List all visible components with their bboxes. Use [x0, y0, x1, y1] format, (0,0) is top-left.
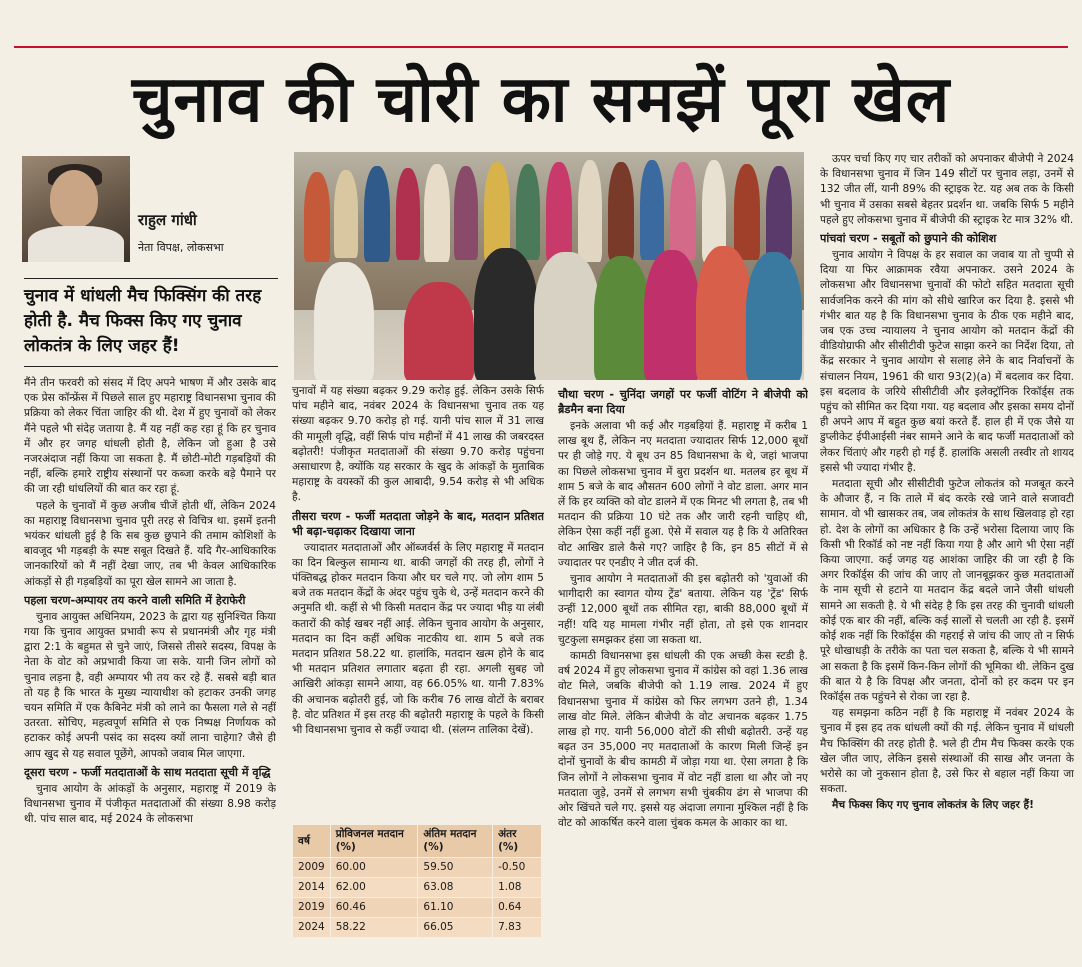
col1-subhead: दूसरा चरण - फर्जी मतदाताओं के साथ मतदाता सूची में वृद्धि	[24, 765, 271, 779]
table-cell: 62.00	[330, 878, 418, 898]
table-row	[293, 898, 542, 918]
headline: चुनाव की चोरी का समझें पूरा खेल	[131, 63, 951, 137]
col3-para: चुनाव आयोग ने मतदाताओं की इस बढ़ोतरी को 'युवाओं की भागीदारी का स्वागत योग्य ट्रेंड' बताया. लेकिन यह 'ट्रेंड' सिर्फ उन्हीं 12,000 बूथों तक सीमित रहा, बाकी 88,000 बूथों में नहीं! यदि यह मामला गंभीर नहीं होता, तो इसे एक शानदार चुटकुला समझकर हंसा जा सकता था.	[558, 573, 808, 646]
table-cell: 61.10	[418, 898, 493, 918]
table-cell: 58.22	[330, 918, 418, 938]
table-header: अंतर (%)	[493, 825, 542, 858]
author-name: राहुल गांधी	[138, 211, 197, 229]
author-photo	[22, 156, 130, 262]
table-cell: 60.46	[330, 898, 418, 918]
table-row	[293, 878, 542, 898]
table-row	[293, 918, 542, 938]
col3-para: इनके अलावा भी कई और गड़बड़ियां हैं. महाराष्ट्र में करीब 1 लाख बूथ हैं, लेकिन नए मतदाता ज्यादातर सिर्फ 12,000 बूथों पर ही जोड़े गए. ये बूथ उन 85 विधानसभा के थे, जहां भाजपा का पिछले लोकसभा चुनाव में बुरा प्रदर्शन था. मतलब हर बूथ में शाम 5 बजे के बाद औसतन 600 लोगों ने वोट डाला. अगर मान लें कि हर व्यक्ति को वोट डालने में एक मिनट भी लगता है, तब भी मतदान की प्रक्रिया 10 घंटे तक और जारी रहनी चाहिए थी, लेकिन ऐसा कहीं नहीं हुआ. ऐसे में सवाल यह है कि ये अतिरिक्त वोट आखिर डाले कैसे गए? जाहिर है कि, इन 85 सीटों में से ज्यादातर पर एनडीए ने जीत दर्ज की.	[558, 420, 808, 569]
table-cell: 7.83	[493, 918, 542, 938]
pullquote-rule-bottom	[24, 366, 278, 367]
table-header: वर्ष	[293, 825, 331, 858]
col4-para: ऊपर चर्चा किए गए चार तरीकों को अपनाकर बीजेपी ने 2024 के विधानसभा चुनाव में जिन 149 सीटों पर चुनाव लड़ा, उनमें से 132 जीत लीं, यानी 89% की स्ट्राइक रेट. यह अब तक के किसी भी चुनाव में उसका सबसे बेहतर प्रदर्शन था. जबकि सिर्फ 5 महीने पहले हुए लोकसभा चुनाव में बीजेपी की स्ट्राइक रेट मात्र 32% थी.	[820, 153, 1074, 226]
top-rule	[14, 46, 1068, 48]
column-3	[558, 384, 808, 964]
col2-para: चुनावों में यह संख्या बढ़कर 9.29 करोड़ हुई. लेकिन उसके सिर्फ पांच महीने बाद, नवंबर 2024 के विधानसभा चुनाव तक यह संख्या बढ़कर 9.70 करोड़ हो गई. यानी पांच साल में 31 लाख की मामूली वृद्धि, वहीं सिर्फ पांच महीनों में 41 लाख की जबरदस्त बढ़ोतरी! पंजीकृत मतदाताओं की संख्या 9.70 करोड़ पहुंचना असाधारण है, क्योंकि यह सरकार के खुद के आंकड़ों के मुताबिक महाराष्ट्र के वयस्कों की कुल आबादी, 9.54 करोड़ से भी अधिक है.	[292, 385, 544, 504]
pullquote: चुनाव में धांधली मैच फिक्सिंग की तरह होती है. मैच फिक्स किए गए चुनाव लोकतंत्र के लिए जहर हैं!	[24, 286, 262, 356]
col3-subhead: चौथा चरण - चुनिंदा जगहों पर फर्जी वोटिंग ने बीजेपी को ब्रैडमैन बना दिया	[558, 388, 808, 416]
pullquote-rule-top	[24, 278, 278, 279]
col4-para: यह समझना कठिन नहीं है कि महाराष्ट्र में नवंबर 2024 के चुनाव में इस हद तक धांधली क्यों की गई. लेकिन चुनाव में धांधली मैच फिक्सिंग की तरह होती है. भले ही टीम मैच फिक्स करके एक खेल जीत जाए, लेकिन इससे संस्थाओं की साख और जनता के भरोसे का जो नुकसान होता है, उसे फिर से बहाल नहीं किया जा सकता.	[820, 707, 1074, 796]
table-cell: 59.50	[418, 858, 493, 878]
table-cell: 60.00	[330, 858, 418, 878]
col1-subhead: पहला चरण-अम्पायर तय करने वाली समिति में हेराफेरी	[24, 593, 246, 607]
table-header: अंतिम मतदान (%)	[418, 825, 493, 858]
table-cell: 2019	[293, 898, 331, 918]
col1-para: चुनाव आयोग के आंकड़ों के अनुसार, महाराष्ट्र में 2019 के विधानसभा चुनाव में पंजीकृत मतदाताओं की संख्या 8.98 करोड़ थी. पांच साल बाद, मई 2024 के लोकसभा	[24, 782, 276, 826]
table-cell: 2009	[293, 858, 331, 878]
table-cell: -0.50	[493, 858, 542, 878]
col1-para: मैंने तीन फरवरी को संसद में दिए अपने भाषण में और उसके बाद एक प्रेस कॉन्फ्रेंस में पिछले साल हुए महाराष्ट्र विधानसभा चुनाव की प्रक्रिया को लेकर चिंता जाहिर की थी. देश में हुए चुनावों को लेकर मैंने पहले भी संदेह जताया है. मैं यह नहीं कह रहा हूं कि हर चुनाव में और हर जगह धांधली होती है, लेकिन जो हुआ है उसे नजरअंदाज नहीं किया जा सकता है. मैं छोटी-मोटी गड़बड़ियों की नहीं, बल्कि हमारे राष्ट्रीय संस्थानों पर कब्जा करके बड़े पैमाने पर की जा रही धांधलियों की बात कर रहा हूं.	[24, 377, 276, 496]
col2-para: ज्यादातर मतदाताओं और ऑब्जर्वर्स के लिए महाराष्ट्र में मतदान का दिन बिल्कुल सामान्य था. बाकी जगहों की तरह ही, लोगों ने पंक्तिबद्ध होकर मतदान किया और घर चले गए. जो लोग शाम 5 बजे तक मतदान केंद्रों के अंदर पहुंच चुके थे, उन्हें मतदान करने की अनुमति थी. कहीं से भी किसी मतदान केंद्र पर ज्यादा भीड़ या लंबी कतारों की कोई खबर नहीं आई. लेकिन चुनाव आयोग के अनुसार, मतदान का दिन कहीं अधिक नाटकीय था. शाम 5 बजे तक मतदान प्रतिशत 58.22 था. हालांकि, मतदान खत्म होने के बाद भी मतदान प्रतिशत लगातार बढ़ता ही रहा. अगली सुबह जो आखिरी आंकड़ा सामने आया, वह 66.05% था. यानी 7.83% की अचानक बढ़ोतरी हुई, जो कि करीब 76 लाख वोटों के बराबर है. वोट प्रतिशत में इस तरह की बढ़ोतरी महाराष्ट्र के पहले के किसी भी विधानसभा चुनाव से कहीं ज्यादा थी. (संलग्न तालिका देखें).	[292, 541, 544, 737]
table-row	[293, 858, 542, 878]
table-cell: 2014	[293, 878, 331, 898]
col4-para: चुनाव आयोग ने विपक्ष के हर सवाल का जवाब या तो चुप्पी से दिया या फिर आक्रामक रवैया अपनाकर. उसने 2024 के लोकसभा और विधानसभा चुनावों की फोटो सहित मतदाता सूची सार्वजनिक करने की मांग को सीधे खारिज कर दिया है. इससे भी गंभीर बात यह है कि विधानसभा चुनाव के ठीक एक महीने बाद, जब एक उच्च न्यायालय ने चुनाव आयोग को मतदान केंद्रों की वीडियोग्राफी और सीसीटीवी फुटेज साझा करने का निर्देश दिया, तो केंद्र सरकार ने चुनाव आयोग से सलाह लेने के बाद निर्वाचनों के संचालन नियम, 1961 की धारा 93(2)(a) में बदलाव कर दिया. इस बदलाव के जरिये सीसीटीवी और इलेक्ट्रॉनिक रिकॉर्ड्स तक पहुंच को सीमित कर दिया गया. यह बदलाव और इसका समय दोनों ही अपने आप में बहुत कुछ बयां करते हैं. हाल ही में एक जैसे या डुप्लीकेट ईपीआईसी नंबर सामने आने के बाद फर्जी मतदाताओं को लेकर चिंताएं और गहरी हो गई हैं. हालांकि असली तस्वीर तो शायद इससे भी ज्यादा गंभीर है.	[820, 249, 1074, 474]
col1-para: पहले के चुनावों में कुछ अजीब चीजें होती थीं, लेकिन 2024 का महाराष्ट्र विधानसभा चुनाव पूरी तरह से विचित्र था. इसमें इतनी भयंकर धांधली हुई है कि सब कुछ छुपाने की तमाम कोशिशों के बावजूद भी गड़बड़ी के स्पष्ट सबूत दिखते हैं. यदि गैर-आधिकारिक जानकारियों को मैं नहीं देखा जाए, तब भी केवल आधिकारिक आंकड़ों से ही गड़बड़ियों का पूरा खेल सामने आ जाता है.	[24, 499, 276, 588]
author-role: नेता विपक्ष, लोकसभा	[138, 241, 224, 254]
col3-para: कामठी विधानसभा इस धांधली की एक अच्छी केस स्टडी है. वर्ष 2024 में हुए लोकसभा चुनाव में कांग्रेस को वहां 1.36 लाख वोट मिले, जबकि बीजेपी को 1.19 लाख. 2024 में हुए विधानसभा चुनाव में कांग्रेस को फिर लगभग उतने ही, 1.34 लाख वोट मिले. लेकिन बीजेपी के वोट अचानक बढ़कर 1.75 लाख हो गए. यानी 56,000 वोटों की सीधी बढ़ोतरी. उन्हें यह बढ़त उन 35,000 नए मतदाताओं के कारण मिली जिन्हें इन दोनों चुनावों के बीच कामठी में जोड़ा गया था. ऐसा लगता है कि जिन लोगों ने लोकसभा चुनाव में वोट नहीं डाला था और जो नए मतदाता जुड़े, उनमें से लगभग सभी चुंबकीय ढंग से भाजपा की ओर खिंचते चले गए. इससे यह अंदाजा लगाना मुश्किल नहीं है कि वोट को आकर्षित करने वाला चुंबक कमल के आकार का था.	[558, 650, 808, 830]
column-4	[820, 152, 1074, 964]
table-header: प्रोविजनल मतदान (%)	[330, 825, 418, 858]
col1-para: चुनाव आयुक्त अधिनियम, 2023 के द्वारा यह सुनिश्चित किया गया कि चुनाव आयुक्त प्रभावी रूप से प्रधानमंत्री और गृह मंत्री द्वारा 2:1 के बहुमत से चुने जाएं, जिससे तीसरे सदस्य, विपक्ष के नेता के वोट को अप्रभावी किया जा सके. यानी जिन लोगों को चुनाव लड़ना है, वही अम्पायर भी तय कर रहे हैं. सबसे बड़ी बात तो यह है कि भारत के मुख्य न्यायाधीश को हटाकर उनकी जगह चयन समिति में एक कैबिनेट मंत्री को लाने का फैसला गले से नहीं उतरता. सोचिए, महत्वपूर्ण समिति से एक निष्पक्ष निर्णायक को हटाकर कोई अपनी पसंद का सदस्य क्यों लाना चाहेगा? जैसे ही आप खुद से यह सवाल पूछेंगे, आपको जवाब मिल जाएगा.	[24, 610, 276, 760]
table-cell: 66.05	[418, 918, 493, 938]
table-cell: 2024	[293, 918, 331, 938]
col4-closing: मैच फिक्स किए गए चुनाव लोकतंत्र के लिए जहर हैं!	[832, 799, 1034, 812]
voters-queue-photo	[294, 152, 804, 380]
col2-subhead: तीसरा चरण - फर्जी मतदाता जोड़ने के बाद, मतदान प्रतिशत भी बढ़ा-चढ़ाकर दिखाया जाना	[292, 509, 544, 538]
col4-para: मतदाता सूची और सीसीटीवी फुटेज लोकतंत्र को मजबूत करने के औजार हैं, न कि ताले में बंद करके रखे जाने वाले सजावटी सामान. वो भी खासकर तब, जब लोकतंत्र के साथ खिलवाड़ हो रहा हो. देश के लोगों का अधिकार है कि उन्हें भरोसा दिलाया जाए कि किसी भी रिकॉर्ड को नष्ट नहीं किया गया है और आगे भी ऐसा नहीं किया जाएगा. कई जगह यह आशंका जाहिर की जा रही है कि अगर रिकॉर्ड्स की जांच की जाए तो जानबूझकर कुछ मतदाताओं के नाम सूची से हटाने या मतदान केंद्र बदले जाने जैसी धांधली सामने आ सकती है. ये भी संदेह है कि इस तरह की चुनावी धांधली कोई एक बार की नहीं, बल्कि कई सालों से चलती आ रही है. इसमें कोई शक नहीं कि रिकॉर्ड्स की गहराई से जांच की जाए तो न सिर्फ पूरे धोखाधड़ी के तरीके का पता चल सकता है, बल्कि ये भी सामने आ सकता है कि इसमें किन-किन लोगों की भूमिका थी. लेकिन दुख की बात ये है कि विपक्ष और जनता, दोनों को हर कदम पर इन रिकॉर्ड्स तक पहुंचने से रोका जा रहा है.	[820, 478, 1074, 703]
col4-subhead: पांचवां चरण - सबूतों को छुपाने की कोशिश	[820, 232, 997, 246]
table-cell: 0.64	[493, 898, 542, 918]
column-2	[292, 384, 544, 820]
table-cell: 63.08	[418, 878, 493, 898]
turnout-table	[292, 824, 542, 938]
table-cell: 1.08	[493, 878, 542, 898]
column-1	[24, 376, 276, 964]
